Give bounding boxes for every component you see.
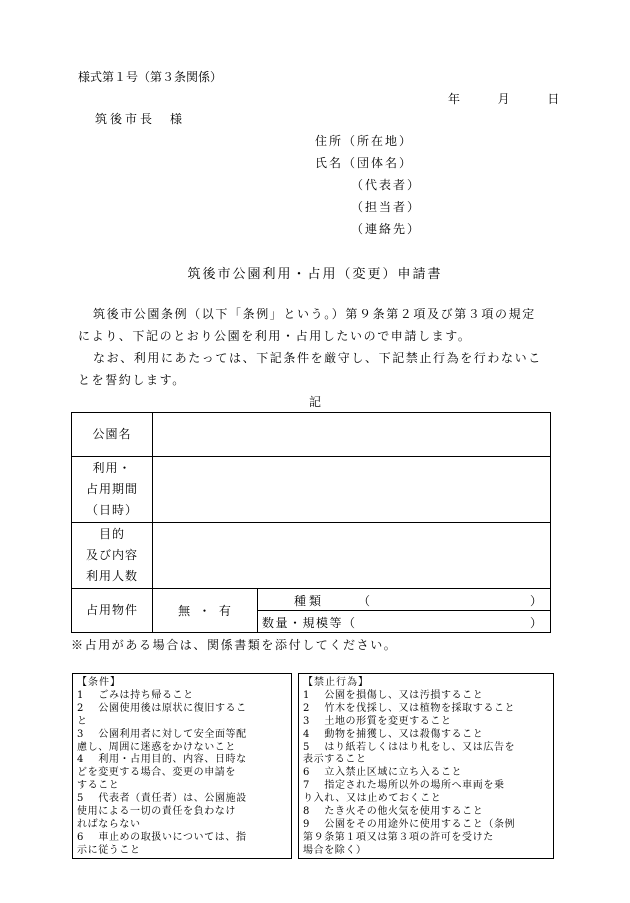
body-line-4: とを誓約します。 xyxy=(78,373,186,387)
prohibited-box xyxy=(298,673,554,859)
prohibited-line: り入れ、又は止めておくこと xyxy=(303,793,442,805)
occupancy-quantity-field[interactable] xyxy=(258,611,551,633)
conditions-line: 1 ごみは持ち帰ること xyxy=(77,689,194,701)
date-month-label: 月 xyxy=(497,92,510,106)
conditions-line: 2 公園使用後は原状に復旧するこ xyxy=(77,702,247,714)
applicant-representative-label: （代表者） xyxy=(351,178,422,192)
occupancy-choice[interactable] xyxy=(153,589,258,633)
date-year-label: 年 xyxy=(448,92,461,106)
occupancy-separator: ・ xyxy=(198,604,212,618)
conditions-list xyxy=(77,690,287,858)
body-line-2: により、下記のとおり公園を利用・占用したいので申請します。 xyxy=(78,329,472,343)
conditions-line: ればならない xyxy=(77,818,141,830)
occupancy-yes-option[interactable]: 有 xyxy=(218,604,232,618)
park-name-field[interactable] xyxy=(153,413,551,457)
applicant-contact-label: （連絡先） xyxy=(351,222,422,236)
ki-marker: 記 xyxy=(308,395,321,409)
park-name-row xyxy=(72,413,551,457)
conditions-line: 示に従うこと xyxy=(77,844,141,856)
prohibited-line: 5 はり紙若しくははり札をし、又は広告を xyxy=(303,741,516,753)
purpose-label: 目的 及び内容 利用人数 xyxy=(72,523,153,589)
occupancy-quantity-close-paren: ） xyxy=(529,616,542,630)
prohibited-line: 3 土地の形質を変更すること xyxy=(303,715,452,727)
prohibited-line: 場合を除く） xyxy=(303,844,367,856)
conditions-line: 使用による一切の責任を負わなけ xyxy=(77,806,236,818)
attachment-note: ※占用がある場合は、関係書類を添付してください。 xyxy=(71,638,398,652)
purpose-field[interactable] xyxy=(153,523,551,589)
document-title: 筑後市公園利用・占用（変更）申請書 xyxy=(187,267,443,282)
conditions-box xyxy=(72,673,292,859)
conditions-line: と xyxy=(77,715,88,727)
prohibited-line: 7 指定された場所以外の場所へ車両を乗 xyxy=(303,780,505,792)
date-line xyxy=(448,90,559,107)
period-label: 利用・ 占用期間 （日時） xyxy=(72,457,153,523)
applicant-address-label: 住所（所在地） xyxy=(315,134,414,148)
conditions-line: 4 利用・占用目的、内容、日時な xyxy=(77,754,247,766)
occupancy-quantity-label: 数量・規模等（ xyxy=(262,616,357,630)
prohibited-line: 表示すること xyxy=(303,754,367,766)
conditions-heading: 【条件】 xyxy=(77,677,121,688)
conditions-line: すること xyxy=(77,780,120,792)
body-line-1: 筑後市公園条例（以下「条例」という。）第９条第２項及び第３項の規定 xyxy=(93,307,536,321)
park-name-label: 公園名 xyxy=(72,413,153,457)
occupancy-row-1 xyxy=(72,589,551,611)
conditions-line: 6 車止めの取扱いについては、指 xyxy=(77,831,247,843)
conditions-line: 3 公園利用者に対して安全面等配 xyxy=(77,728,247,740)
period-field[interactable] xyxy=(153,457,551,523)
occupancy-type-close-paren: ） xyxy=(529,594,542,608)
prohibited-line: 第９条第１項又は第３項の許可を受けた xyxy=(303,831,494,843)
prohibited-line: 4 動物を捕獲し、又は殺傷すること xyxy=(303,728,484,740)
date-day-label: 日 xyxy=(547,92,560,106)
period-row xyxy=(72,457,551,523)
application-table xyxy=(71,412,551,633)
prohibited-line: 9 公園をその用途外に使用すること（条例 xyxy=(303,818,516,830)
form-number: 様式第１号（第３条関係） xyxy=(78,70,223,84)
applicant-name-label: 氏名（団体名） xyxy=(315,156,414,170)
occupancy-none-option[interactable]: 無 xyxy=(178,604,192,618)
body-line-3: なお、利用にあたっては、下記条件を厳守し、下記禁止行為を行わないこ xyxy=(93,351,542,365)
prohibited-line: 2 竹木を伐採し、又は植物を採取すること xyxy=(303,702,516,714)
prohibited-list xyxy=(303,690,549,858)
occupancy-type-open-paren: （ xyxy=(358,594,371,608)
conditions-line: どを変更する場合、変更の申請を xyxy=(77,767,236,779)
prohibited-line: 1 公園を損傷し、又は汚損すること xyxy=(303,689,484,701)
purpose-row xyxy=(72,523,551,589)
prohibited-line: 6 立入禁止区域に立ち入ること xyxy=(303,767,463,779)
occupancy-label: 占用物件 xyxy=(72,589,153,633)
occupancy-type-field[interactable] xyxy=(258,589,551,611)
conditions-line: 5 代表者（責任者）は、公園施設 xyxy=(77,793,247,805)
conditions-line: 慮し、周囲に迷惑をかけないこと xyxy=(77,741,236,753)
addressee: 筑後市長 様 xyxy=(95,112,186,126)
applicant-person-in-charge-label: （担当者） xyxy=(351,200,422,214)
prohibited-heading: 【禁止行為】 xyxy=(303,677,369,688)
occupancy-type-label: 種類 xyxy=(294,594,325,608)
prohibited-line: 8 たき火その他火気を使用すること xyxy=(303,806,484,818)
